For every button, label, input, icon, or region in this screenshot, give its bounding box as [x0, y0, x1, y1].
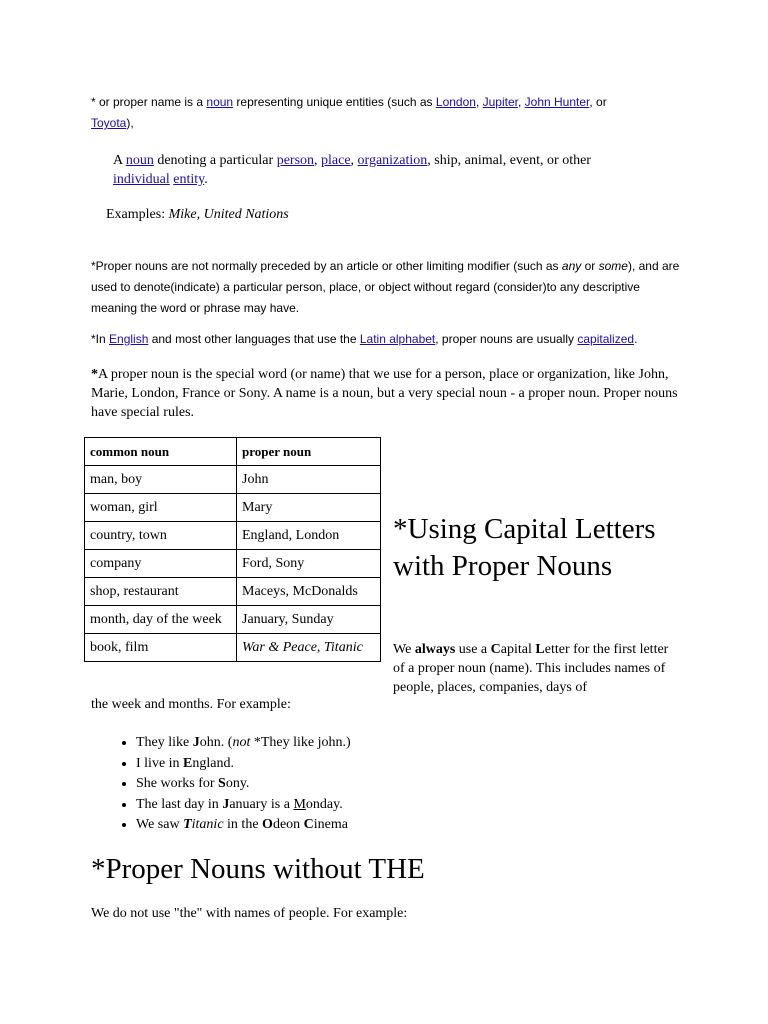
table-row — [85, 606, 381, 634]
link-jupiter[interactable]: Jupiter — [482, 95, 518, 109]
link-person[interactable]: person — [276, 153, 315, 168]
table-cell: January, Sunday — [237, 606, 381, 634]
table-cell: Ford, Sony — [237, 550, 381, 578]
table-cell: month, day of the week — [85, 606, 237, 634]
link-english[interactable]: English — [109, 332, 149, 346]
paragraph-capital-letter-rule: We always use a Capital Letter for the first letter of a proper noun (name). This includes names of people, places, companies, days of — [393, 642, 669, 695]
paragraph-capitalized: *In English and most other languages that use the Latin alphabet, proper nouns are usually capitalized. — [91, 332, 638, 346]
list-item: • They like John. (not *They like john.) — [136, 733, 636, 754]
table-cell: Maceys, McDonalds — [237, 578, 381, 606]
table-header-row — [85, 438, 381, 466]
link-entity[interactable]: entity — [173, 172, 205, 187]
list-item: • She works for Sony. — [136, 774, 636, 795]
heading-proper-nouns-without-the: *Proper Nouns without THE — [91, 853, 425, 885]
paragraph-proper-noun-special-word: *A proper noun is the special word (or name) that we use for a person, place or organization, like John, Marie, London, France or Sony. A name is a noun, but a very special noun - a proper noun. Proper nouns have special rules. — [91, 367, 678, 420]
table-cell: woman, girl — [85, 494, 237, 522]
table-cell: book, film — [85, 634, 237, 662]
link-john-hunter[interactable]: John Hunter — [524, 95, 590, 109]
column-header: common noun — [85, 438, 237, 466]
paragraph-proper-name-definition: * or proper name is a noun representing unique entities (such as London, Jupiter, John Hunter, or Toyota), — [91, 95, 607, 130]
table-row — [85, 522, 381, 550]
examples-values: Mike, United Nations — [168, 207, 289, 222]
paragraph-continuation: the week and months. For example: — [91, 697, 291, 712]
nouns-table — [84, 437, 381, 662]
table-row — [85, 466, 381, 494]
list-item: • The last day in January is a Monday. — [136, 795, 636, 816]
table-cell: company — [85, 550, 237, 578]
paragraph-no-the: We do not use "the" with names of people. For example: — [91, 906, 408, 921]
heading-using-capital-letters: *Using Capital Letters with Proper Nouns — [393, 513, 656, 582]
link-place[interactable]: place — [321, 153, 351, 168]
table-cell: shop, restaurant — [85, 578, 237, 606]
table-cell: country, town — [85, 522, 237, 550]
table-cell: Mary — [237, 494, 381, 522]
link-individual[interactable]: individual — [113, 172, 170, 187]
table-row — [85, 550, 381, 578]
table-cell: England, London — [237, 522, 381, 550]
table-cell: man, boy — [85, 466, 237, 494]
paragraph-not-preceded: *Proper nouns are not normally preceded by an article or other limiting modifier (such as any or some), and are used to denote(indicate) a particular person, place, or object without regard (consider)to any descriptive meaning the word or phrase may have. — [91, 259, 680, 315]
list-item: • I live in England. — [136, 754, 636, 775]
examples-list — [91, 733, 636, 836]
list-item: • We saw Titanic in the Odeon Cinema — [136, 815, 636, 836]
paragraph-noun-denoting: A noun denoting a particular person, place, organization, ship, animal, event, or other individual entity. — [113, 153, 591, 187]
link-noun[interactable]: noun — [206, 95, 234, 109]
link-latin-alphabet[interactable]: Latin alphabet — [359, 332, 436, 346]
table-cell: John — [237, 466, 381, 494]
link-toyota[interactable]: Toyota — [91, 116, 127, 130]
table-row — [85, 634, 381, 662]
table-row — [85, 494, 381, 522]
link-organization[interactable]: organization — [357, 153, 428, 168]
link-london[interactable]: London — [435, 95, 476, 109]
link-noun-2[interactable]: noun — [125, 153, 154, 168]
table-row — [85, 578, 381, 606]
table-cell: War & Peace, Titanic — [237, 634, 381, 662]
examples-line: Examples: Mike, United Nations — [106, 207, 289, 222]
link-capitalized[interactable]: capitalized — [577, 332, 635, 346]
column-header: proper noun — [237, 438, 381, 466]
